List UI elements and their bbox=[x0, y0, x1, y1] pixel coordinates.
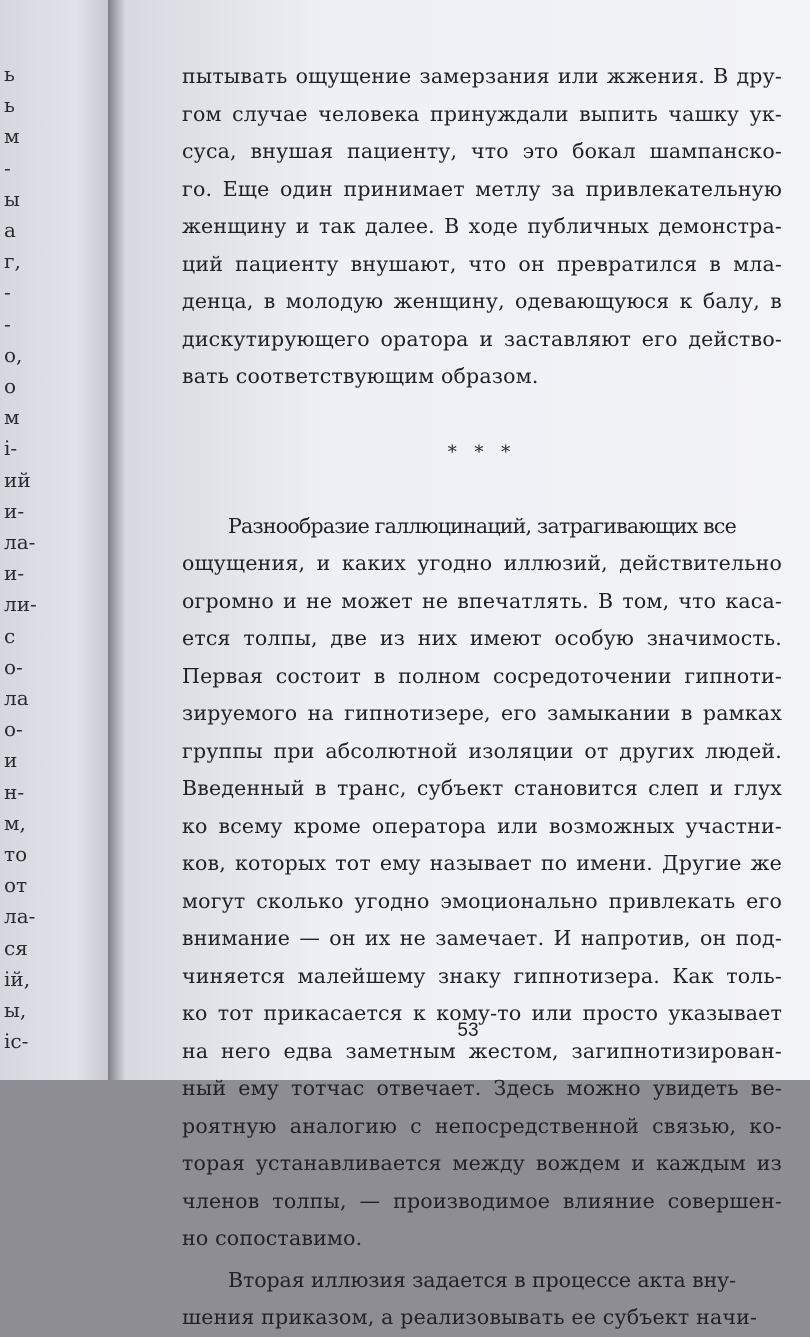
left-page-fragment: - bbox=[4, 155, 11, 180]
paragraph-2 bbox=[182, 508, 782, 1258]
text-line: гом случае человека принуждали выпить чашку ук- bbox=[182, 101, 782, 126]
left-page-fragment: ій, bbox=[4, 966, 31, 991]
left-page-fragment: ь bbox=[4, 62, 15, 86]
text-line: внимание — он их не замечает. И напротив, он под- bbox=[182, 926, 782, 950]
left-page-fragment: ы bbox=[4, 186, 20, 211]
left-page-fragment: - bbox=[4, 280, 11, 305]
left-page-fragment: м, bbox=[4, 810, 26, 835]
left-page-fragment: о- bbox=[4, 654, 23, 679]
left-page-fragment: ий bbox=[4, 467, 31, 492]
text-line: роятную аналогию с непосредственной связью, ко- bbox=[182, 1113, 782, 1138]
left-page-fragment: і- bbox=[4, 436, 18, 461]
text-line: денца, в молодую женщину, одевающуюся к балу, в bbox=[182, 289, 782, 313]
left-page-fragment: г, bbox=[4, 249, 21, 274]
text-line: суса, внушая пациенту, что это бокал шампанско- bbox=[182, 139, 782, 163]
text-line: Вторая иллюзия задается в процессе акта вну- bbox=[228, 1267, 736, 1292]
text-line: Первая состоит в полном сосредоточении гипноти- bbox=[182, 663, 782, 688]
left-page-fragment: н- bbox=[4, 779, 25, 804]
left-page-fragment: о- bbox=[4, 717, 23, 742]
text-line: чиняется малейшему знаку гипнотизера. Как толь- bbox=[182, 963, 782, 988]
page-number: 53 bbox=[457, 1020, 479, 1041]
left-page-fragment: м bbox=[4, 124, 20, 149]
book-gutter bbox=[108, 0, 126, 1080]
text-line: ко всему кроме оператора или возможных участни- bbox=[182, 813, 782, 838]
left-page-fragment: ли- bbox=[4, 592, 37, 617]
left-page-fragment: а bbox=[4, 218, 16, 242]
left-page-fragment: м bbox=[4, 405, 20, 430]
text-line: пытывать ощущение замерзания или жжения. В дру- bbox=[182, 64, 782, 88]
text-line: торая устанавливается между вождем и каждым из bbox=[182, 1151, 782, 1175]
left-page-fragment: ы, bbox=[4, 998, 27, 1022]
left-page-fragment: с bbox=[4, 623, 16, 648]
left-page-fragment: и bbox=[4, 748, 18, 773]
left-page-fragment: от bbox=[4, 873, 28, 898]
left-page-fragment: и- bbox=[4, 498, 25, 523]
left-page-fragment: іс- bbox=[4, 1029, 29, 1054]
text-line: дискутирующего оратора и заставляют его действо- bbox=[182, 326, 782, 351]
left-page-fragment: ла- bbox=[4, 530, 36, 554]
right-page bbox=[126, 0, 810, 1329]
left-page-fragment: о, bbox=[4, 342, 23, 367]
text-line: ощущения, и каких угодно иллюзий, действительно bbox=[182, 551, 782, 575]
section-separator: * * * bbox=[447, 441, 517, 463]
text-line: ков, которых тот ему называет по имени. Другие же bbox=[182, 851, 782, 875]
text-line: го. Еще один принимает метлу за привлекательную bbox=[182, 176, 782, 201]
left-page-fragment: то bbox=[4, 842, 28, 866]
text-line: Разнообразие галлюцинаций, затрагивающих все bbox=[228, 513, 736, 538]
text-line: Введенный в транс, субъект становится слеп и глух bbox=[182, 776, 782, 800]
text-line: огромно и не может не впечатлять. В том, что каса- bbox=[182, 588, 782, 613]
text-line: но сопоставимо. bbox=[182, 1226, 363, 1250]
left-page-fragment: о bbox=[4, 374, 17, 398]
text-line: вать соответствующим образом. bbox=[182, 364, 539, 388]
text-line: женщину и так далее. В ходе публичных демонстра- bbox=[182, 214, 782, 238]
left-page-fragment: ла bbox=[4, 686, 29, 710]
left-page-edge bbox=[0, 0, 108, 1080]
paragraph-3 bbox=[182, 1262, 782, 1337]
text-line: на него едва заметным жестом, загипнотизирован- bbox=[182, 1038, 782, 1063]
left-page-fragment: ь bbox=[4, 93, 15, 118]
left-page-fragment: ла- bbox=[4, 904, 36, 929]
text-line: шения приказом, а реализовывать ее субъект начи- bbox=[182, 1305, 758, 1329]
text-line: ций пациенту внушают, что он превратился в мла- bbox=[182, 251, 782, 276]
text-line: ется толпы, две из них имеют особую значимость. bbox=[182, 626, 782, 650]
paragraph-1 bbox=[182, 58, 782, 396]
left-page-fragment: и- bbox=[4, 561, 25, 586]
text-line: ко тот прикасается к кому-то или просто указывает bbox=[182, 1001, 782, 1025]
separator-block bbox=[182, 396, 782, 508]
text-line: зируемого на гипнотизере, его замыкании в рамках bbox=[182, 701, 782, 725]
text-line: ный ему тотчас отвечает. Здесь можно увидеть ве- bbox=[182, 1076, 782, 1100]
left-page-fragment: - bbox=[4, 311, 11, 336]
left-page-fragment: ся bbox=[4, 935, 28, 960]
text-line: могут сколько угодно эмоционально привлекать его bbox=[182, 888, 782, 913]
text-line: группы при абсолютной изоляции от других людей. bbox=[182, 738, 782, 763]
text-line: членов толпы, — производимое влияние совершен- bbox=[182, 1188, 782, 1213]
page-text bbox=[182, 58, 782, 1337]
